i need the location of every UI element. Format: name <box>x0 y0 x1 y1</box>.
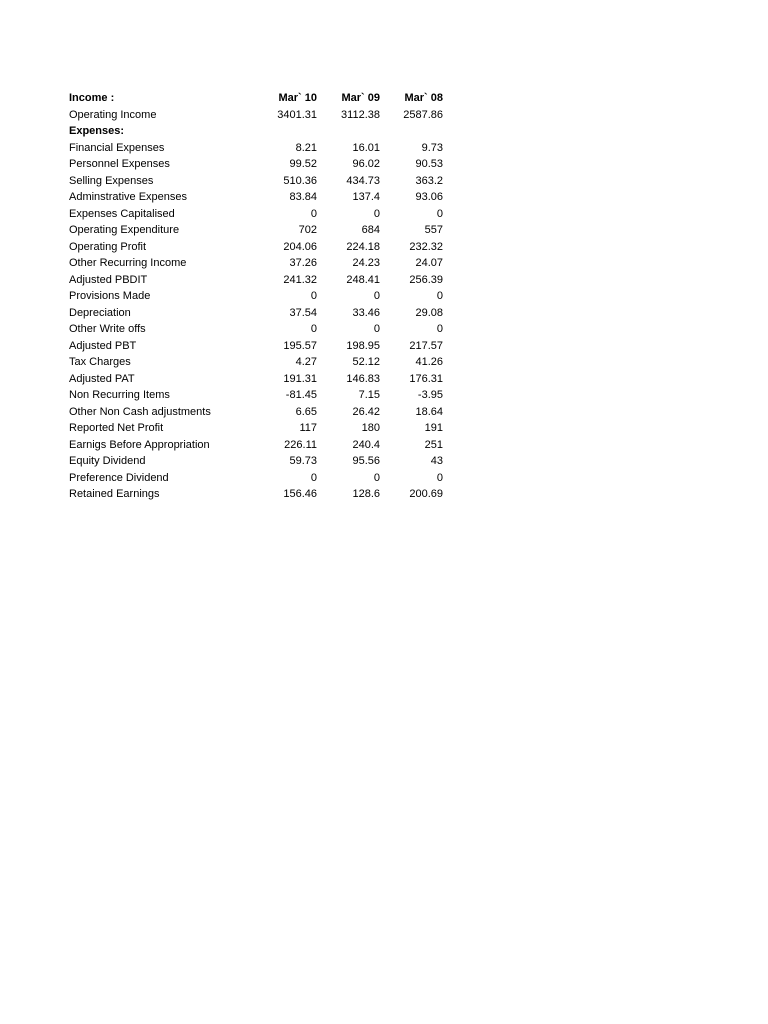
row-value-mar08: 18.64 <box>415 405 443 418</box>
table-row <box>69 420 443 437</box>
row-value-mar09: 26.42 <box>352 405 380 418</box>
row-value-mar08: 93.06 <box>415 191 443 203</box>
row-value-mar10: 0 <box>310 323 317 335</box>
table-body <box>69 107 443 503</box>
table-row <box>69 437 443 454</box>
row-value-mar09: 684 <box>361 224 380 236</box>
row-label: Expenses Capitalised <box>69 207 175 220</box>
row-value-mar10: 702 <box>298 224 317 236</box>
row-value-mar10: 37.26 <box>289 257 317 269</box>
row-value-mar09: 198.95 <box>346 339 380 352</box>
table-row <box>69 338 443 355</box>
row-value-mar10: 99.52 <box>289 158 317 170</box>
row-value-mar09: 434.73 <box>346 174 380 187</box>
row-value-mar10: 37.54 <box>289 306 317 319</box>
row-value-mar08: 2587.86 <box>403 108 443 121</box>
row-label: Earnigs Before Appropriation <box>69 438 210 451</box>
row-value-mar08: 90.53 <box>415 158 443 170</box>
row-value-mar08: 24.07 <box>415 257 443 269</box>
row-value-mar09: 7.15 <box>358 389 380 401</box>
table-row <box>69 206 443 223</box>
header-col-mar09: Mar` 09 <box>341 92 380 104</box>
table-row <box>69 404 443 421</box>
row-value-mar08: 256.39 <box>409 273 443 286</box>
row-value-mar09: 240.4 <box>352 438 380 451</box>
row-value-mar09: 0 <box>373 290 380 302</box>
row-value-mar10: 191.31 <box>283 372 317 385</box>
row-label: Operating Profit <box>69 240 147 253</box>
row-value-mar08: 9.73 <box>421 141 443 154</box>
row-value-mar10 <box>258 123 317 140</box>
row-value-mar10: 4.27 <box>295 356 317 368</box>
row-value-mar08: 41.26 <box>415 356 443 368</box>
income-statement-sheet <box>69 90 443 503</box>
table-row <box>69 255 443 272</box>
row-label: Adjusted PBDIT <box>69 273 148 286</box>
row-label: Depreciation <box>69 306 131 319</box>
table-row <box>69 371 443 388</box>
row-value-mar08: 251 <box>424 438 443 451</box>
row-value-mar08: 0 <box>436 207 443 220</box>
row-label: Non Recurring Items <box>69 389 170 401</box>
row-value-mar09: 146.83 <box>346 372 380 385</box>
row-label: Operating Expenditure <box>69 224 180 236</box>
row-value-mar09: 0 <box>373 471 380 484</box>
table-row <box>69 189 443 206</box>
row-label: Preference Dividend <box>69 471 169 484</box>
row-value-mar08: -3.95 <box>417 389 443 401</box>
header-label: Income : <box>69 92 115 104</box>
table-row <box>69 305 443 322</box>
row-label: Operating Income <box>69 108 157 121</box>
header-col-mar10: Mar` 10 <box>278 92 317 104</box>
row-value-mar09: 96.02 <box>352 158 380 170</box>
row-value-mar10: 6.65 <box>295 405 317 418</box>
row-value-mar09: 128.6 <box>352 488 380 500</box>
row-value-mar08: 29.08 <box>415 306 443 319</box>
row-value-mar10: 156.46 <box>283 488 317 500</box>
row-value-mar09: 52.12 <box>352 356 380 368</box>
row-value-mar08 <box>380 123 443 140</box>
row-value-mar09: 16.01 <box>352 141 380 154</box>
row-value-mar08: 232.32 <box>409 240 443 253</box>
row-value-mar10: 226.11 <box>284 438 317 451</box>
row-value-mar08: 200.69 <box>409 488 443 500</box>
row-value-mar09: 180 <box>361 422 380 434</box>
row-value-mar09: 0 <box>373 207 380 220</box>
row-label: Tax Charges <box>69 356 131 368</box>
row-value-mar08: 217.57 <box>409 339 443 352</box>
row-value-mar09: 24.23 <box>352 257 380 269</box>
row-label: Selling Expenses <box>69 174 154 187</box>
table-row <box>69 222 443 239</box>
table-row <box>69 470 443 487</box>
header-row <box>69 90 443 107</box>
row-label: Other Non Cash adjustments <box>69 405 211 418</box>
section-label-expenses: Expenses: <box>69 125 125 137</box>
row-value-mar10: 0 <box>310 207 317 220</box>
table-row <box>69 173 443 190</box>
row-value-mar09 <box>317 123 380 140</box>
row-value-mar10: -81.45 <box>285 389 317 401</box>
row-value-mar10: 117 <box>299 422 317 434</box>
table-row <box>69 107 443 124</box>
row-value-mar08: 363.2 <box>415 174 443 187</box>
row-value-mar09: 137.4 <box>352 191 380 203</box>
row-value-mar10: 204.06 <box>283 240 317 253</box>
row-value-mar08: 191 <box>424 422 443 434</box>
row-value-mar10: 0 <box>310 290 317 302</box>
row-label: Reported Net Profit <box>69 422 164 434</box>
header-col-mar08: Mar` 08 <box>404 92 443 104</box>
row-label: Other Recurring Income <box>69 257 187 269</box>
table-row <box>69 288 443 305</box>
row-value-mar10: 83.84 <box>289 191 317 203</box>
table-row <box>69 156 443 173</box>
income-statement-table <box>69 90 443 503</box>
row-label: Adjusted PAT <box>69 372 135 385</box>
row-value-mar08: 0 <box>436 471 443 484</box>
row-value-mar09: 95.56 <box>352 455 380 467</box>
row-value-mar10: 8.21 <box>295 141 317 154</box>
row-value-mar10: 195.57 <box>283 339 317 352</box>
table-row <box>69 140 443 157</box>
row-value-mar09: 248.41 <box>346 273 380 286</box>
row-value-mar10: 0 <box>310 471 317 484</box>
row-label: Other Write offs <box>69 323 146 335</box>
table-row <box>69 321 443 338</box>
row-value-mar08: 0 <box>436 290 443 302</box>
row-label: Adjusted PBT <box>69 339 137 352</box>
row-value-mar08: 43 <box>430 455 443 467</box>
table-row <box>69 123 443 140</box>
row-label: Retained Earnings <box>69 488 160 500</box>
row-value-mar09: 3112.38 <box>341 108 380 121</box>
row-value-mar10: 59.73 <box>289 455 317 467</box>
row-value-mar08: 0 <box>436 323 443 335</box>
row-value-mar08: 557 <box>424 224 443 236</box>
row-value-mar08: 176.31 <box>409 372 443 385</box>
row-label: Personnel Expenses <box>69 158 170 170</box>
row-value-mar09: 0 <box>373 323 380 335</box>
row-value-mar10: 241.32 <box>283 273 317 286</box>
table-row <box>69 354 443 371</box>
row-value-mar09: 33.46 <box>352 306 380 319</box>
table-row <box>69 453 443 470</box>
table-row <box>69 387 443 404</box>
row-label: Equity Dividend <box>69 455 146 467</box>
row-label: Provisions Made <box>69 290 151 302</box>
table-row <box>69 486 443 503</box>
table-row <box>69 239 443 256</box>
row-label: Financial Expenses <box>69 141 165 154</box>
row-label: Adminstrative Expenses <box>69 191 187 203</box>
row-value-mar10: 510.36 <box>283 174 317 187</box>
row-value-mar10: 3401.31 <box>277 108 317 121</box>
row-value-mar09: 224.18 <box>346 240 380 253</box>
table-row <box>69 272 443 289</box>
